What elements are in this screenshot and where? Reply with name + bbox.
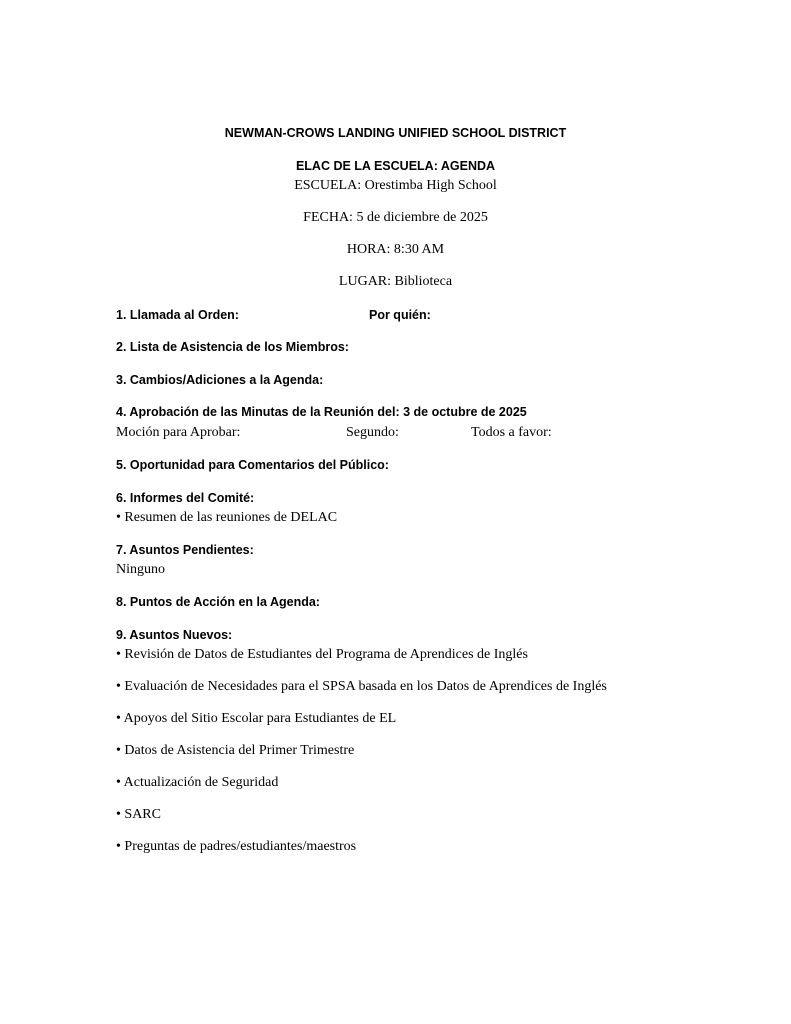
public-comment: 5. Oportunidad para Comentarios del Público: [116,458,389,472]
attendance: 2. Lista de Asistencia de los Miembros: [116,340,349,354]
pending-value: Ninguno [116,562,165,577]
agenda-changes: 3. Cambios/Adiciones a la Agenda: [116,373,324,387]
date: FECHA: 5 de diciembre de 2025 [303,210,488,225]
list-item: • Datos de Asistencia del Primer Trimestre [116,743,355,758]
agenda-title: ELAC DE LA ESCUELA: AGENDA [295,159,496,173]
action-items: 8. Puntos de Acción en la Agenda: [116,595,320,609]
time: HORA: 8:30 AM [346,242,445,257]
list-item: • Preguntas de padres/estudiantes/maestros [116,839,357,854]
place: LUGAR: Biblioteca [338,274,453,289]
list-item: • Revisión de Datos de Estudiantes del Programa de Aprendices de Inglés [116,647,528,662]
all-in-favor: Todos a favor: [471,425,552,440]
by-whom: Por quién: [369,308,431,322]
list-item: • SARC [116,807,161,822]
district-title: NEWMAN-CROWS LANDING UNIFIED SCHOOL DISTRICT [224,126,567,140]
new-business: 9. Asuntos Nuevos: [116,628,233,642]
minutes-approval: 4. Aprobación de las Minutas de la Reunión del: 3 de octubre de 2025 [116,405,527,419]
committee-reports: 6. Informes del Comité: [116,491,255,505]
list-item: • Resumen de las reuniones de DELAC [116,510,338,525]
list-item: • Evaluación de Necesidades para el SPSA basada en los Datos de Aprendices de Inglés [116,679,607,694]
call-to-order: 1. Llamada al Orden: [116,308,239,322]
school: ESCUELA: Orestimba High School [294,178,497,193]
pending-business: 7. Asuntos Pendientes: [116,543,254,557]
list-item: • Apoyos del Sitio Escolar para Estudiantes de EL [116,711,397,726]
second: Segundo: [346,425,399,440]
motion: Moción para Aprobar: [116,425,241,440]
list-item: • Actualización de Seguridad [116,775,279,790]
